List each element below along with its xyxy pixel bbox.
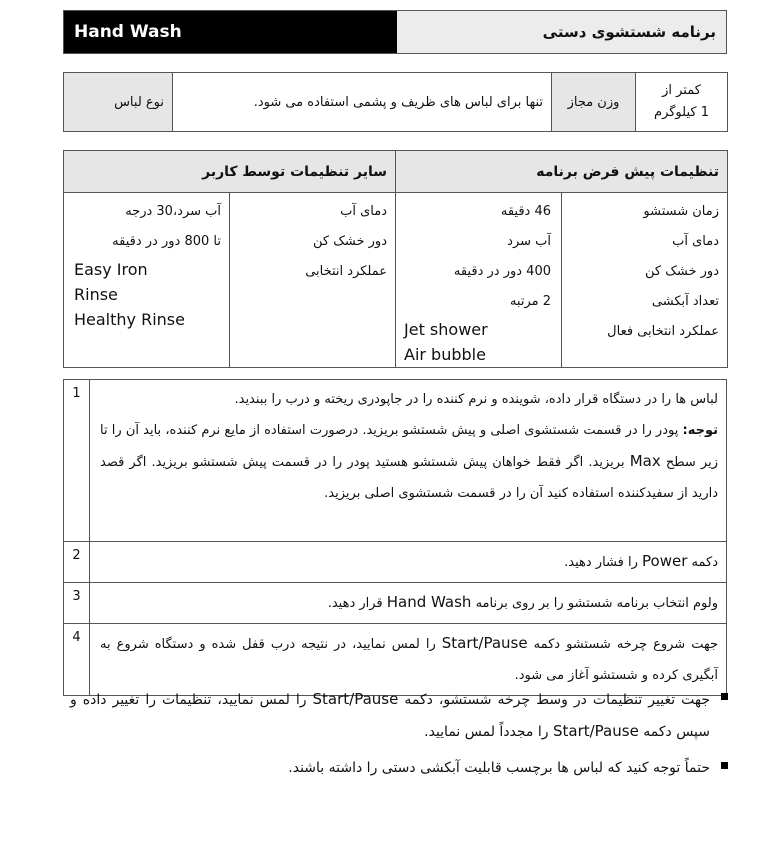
weight-value-line2: 1 کیلوگرم [654, 105, 709, 120]
step-2-text-b: را فشار دهید. [564, 555, 643, 570]
default-value-spin: 400 دور در دقیقه [453, 264, 551, 279]
default-label-rinses: تعداد آبکشی [651, 294, 719, 309]
allowed-weight-value [636, 73, 728, 132]
note-label: توجه: [682, 423, 718, 438]
steps-table [63, 379, 727, 696]
bullet-1-text-c: را مجدداً لمس نمایید. [424, 724, 553, 740]
max-label: Max [629, 452, 661, 470]
user-settings-header: سایر تنظیمات توسط کاربر [64, 151, 396, 193]
step-text [90, 583, 727, 624]
start-pause-label: Start/Pause [552, 722, 639, 740]
default-label-time: زمان شستشو [643, 204, 719, 219]
note-text-b: بریزید. اگر فقط خواهان پیش شستشو هستید پودر را در قسمت پیش شستشو بریزید. اگر قصد دارید از سفیدکننده استفاده کنید آن را در قسمت شستشوی اصلی بریزید. [100, 455, 718, 501]
step-text [90, 380, 727, 542]
step-number: 4 [64, 624, 90, 696]
user-labels-cell [230, 193, 396, 368]
default-label-spin: دور خشک کن [645, 264, 719, 279]
user-label-option: عملکرد انتخابی [305, 264, 387, 279]
step-row-3 [64, 583, 727, 624]
bullet-label-check [70, 753, 710, 784]
bullet-change-settings [70, 684, 710, 748]
user-value-spin: تا 800 دور در دقیقه [112, 234, 221, 249]
weight-value-line1: کمتر از [662, 83, 701, 98]
bullet-1-text-b: را لمس نمایید، تنظیمات را تغییر داده و سپس دکمه [70, 692, 710, 740]
user-value-temp: آب سرد،30 درجه [125, 204, 221, 219]
bullet-2-text: حتماً توجه کنید که لباس ها برچسب قابلیت آبکشی دستی را داشته باشند. [288, 760, 710, 776]
step-4-text-a: جهت شروع چرخه شستشو دکمه [527, 637, 718, 652]
default-label-option: عملکرد انتخابی فعال [607, 324, 719, 339]
default-values-cell [396, 193, 562, 368]
step-3-text-a: ولوم انتخاب برنامه شستشو را بر روی برنامه [471, 596, 718, 611]
default-settings-header: تنظیمات پیش فرض برنامه [396, 151, 728, 193]
program-header [63, 10, 727, 54]
default-value-temp: آب سرد [507, 234, 551, 249]
bullet-1-text-a: جهت تغییر تنظیمات در وسط چرخه شستشو، دکمه [398, 692, 710, 708]
step-number: 3 [64, 583, 90, 624]
program-title-persian: برنامه شستشوی دستی [397, 11, 726, 53]
step-3-text-b: قرار دهید. [327, 596, 387, 611]
square-bullet-icon [721, 762, 728, 769]
default-option-air-bubble: Air bubble [404, 345, 486, 364]
default-value-rinses: 2 مرتبه [509, 294, 551, 309]
step-4-text-b: را لمس نمایید، در نتیجه درب قفل شده و دستگاه شروع به آبگیری کرده و شستشو آغاز می شود. [100, 637, 718, 683]
fabric-type-label: نوع لباس [64, 73, 173, 132]
power-button-label: Power [642, 552, 688, 570]
default-labels-cell [562, 193, 728, 368]
allowed-weight-label: وزن مجاز [552, 73, 636, 132]
fabric-weight-table [63, 72, 728, 132]
start-pause-label: Start/Pause [441, 634, 528, 652]
program-title-english: Hand Wash [64, 11, 397, 53]
start-pause-label: Start/Pause [312, 690, 399, 708]
step-1-line: لباس ها را در دستگاه قرار داده، شوینده و نرم کننده را در جاپودری ریخته و درب را ببندید. [234, 392, 718, 407]
user-option-rinse: Rinse [74, 285, 118, 304]
user-label-spin: دور خشک کن [313, 234, 387, 249]
user-option-healthy-rinse: Healthy Rinse [74, 310, 185, 329]
default-option-jet-shower: Jet shower [404, 320, 488, 339]
step-number: 2 [64, 542, 90, 583]
hand-wash-label: Hand Wash [386, 593, 472, 611]
step-row-2 [64, 542, 727, 583]
default-value-time: 46 دقیقه [500, 204, 551, 219]
step-2-text-a: دکمه [687, 555, 718, 570]
user-label-temp: دمای آب [340, 204, 387, 219]
step-1-note [100, 415, 718, 509]
square-bullet-icon [721, 693, 728, 700]
user-option-easy-iron: Easy Iron [74, 260, 148, 279]
user-values-cell [64, 193, 230, 368]
step-text [90, 542, 727, 583]
step-row-1 [64, 380, 727, 542]
default-label-temp: دمای آب [672, 234, 719, 249]
step-number: 1 [64, 380, 90, 542]
fabric-type-value: تنها برای لباس های ظریف و پشمی استفاده می شود. [173, 73, 552, 132]
settings-table [63, 150, 728, 368]
note-text-a: پودر را در قسمت شستشوی اصلی و پیش شستشو بریزید. درصورت استفاده از مایع نرم کننده، باید آن را تا زیر سطح [100, 423, 718, 470]
